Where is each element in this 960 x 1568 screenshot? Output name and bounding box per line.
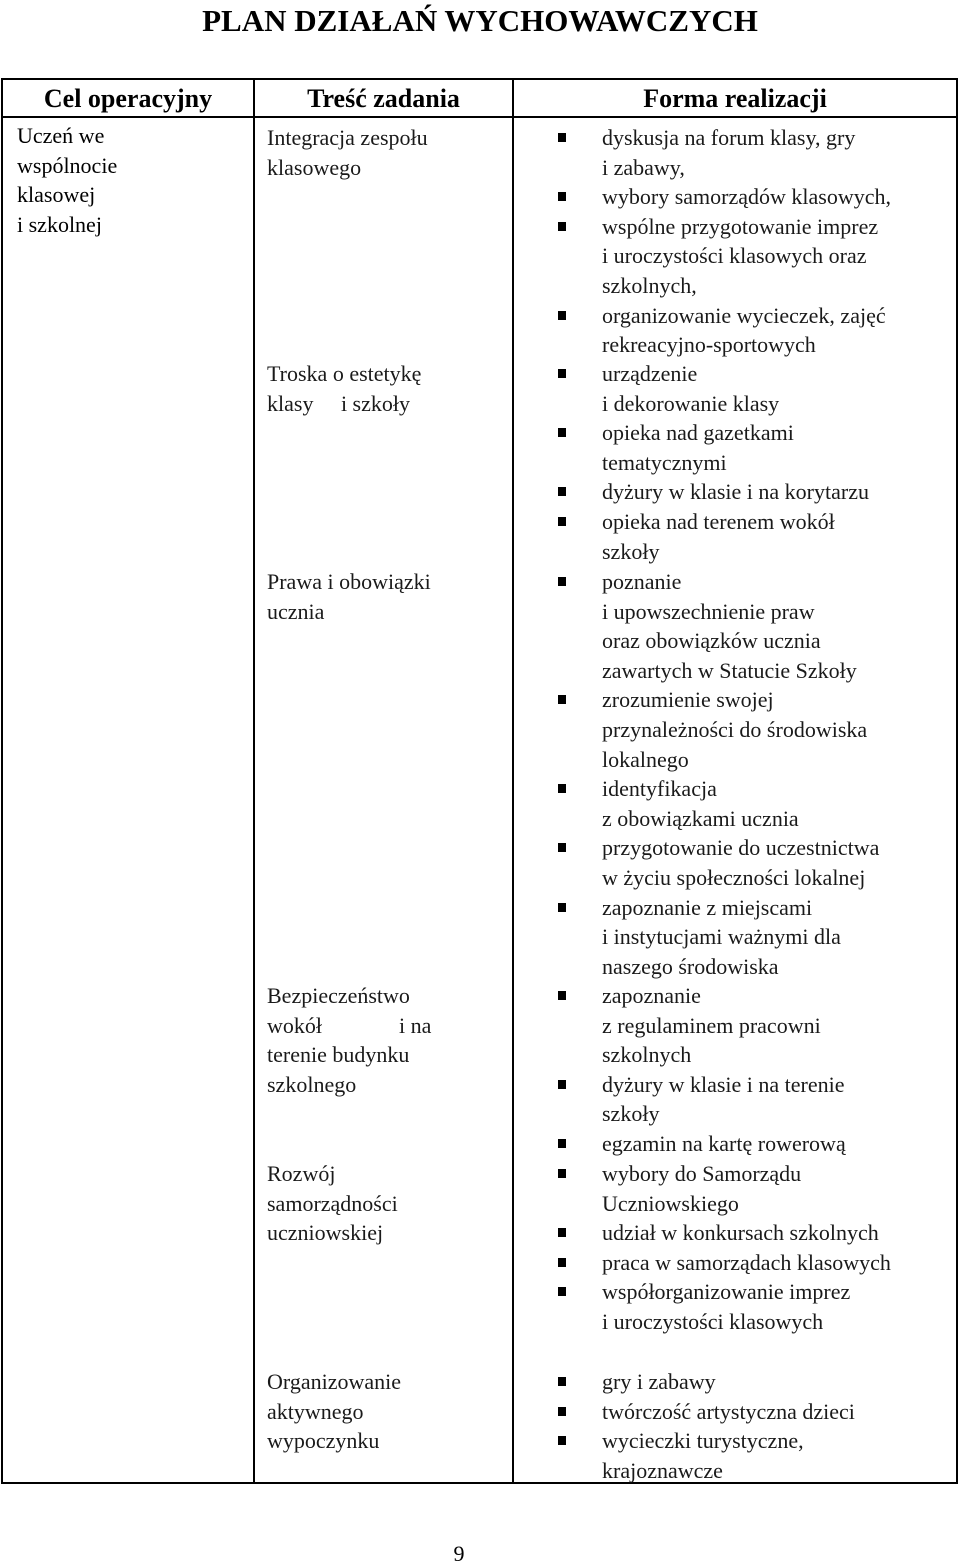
list-item [514,893,956,982]
forma-line: egzamin na kartę rowerową [602,1130,846,1156]
list-item [514,1426,956,1485]
plan-table [1,78,958,1484]
square-bullet-icon [558,517,566,526]
tresc-zadania-item [255,981,431,1099]
list-item [514,418,956,477]
forma-line: i uroczystości klasowych [602,1308,824,1334]
forma-line: opieka nad terenem wokół [602,508,835,534]
square-bullet-icon [558,577,566,586]
tresc-zadania-item [255,1159,398,1248]
list-item [514,1218,956,1248]
forma-line: szkoły [602,1101,660,1127]
forma-line: udział w konkursach szkolnych [602,1220,879,1246]
forma-line: szkoły [602,538,660,564]
header-cel-operacyjny: Cel operacyjny [2,79,254,117]
tresc-zadania-item [255,567,431,626]
forma-line: i upowszechnienie praw [602,598,815,624]
forma-line: wspólne przygotowanie imprez [602,213,879,239]
square-bullet-icon [558,903,566,912]
forma-line: organizowanie wycieczek, zajęć [602,302,886,328]
cel-line: klasowej [17,182,96,208]
tresc-line: aktywnego [267,1398,364,1424]
header-row [2,79,957,117]
forma-line: oraz obowiązków ucznia [602,628,821,654]
forma-line: i uroczystości klasowych oraz [602,243,867,269]
forma-line: przynależności do środowiska [602,716,868,742]
square-bullet-icon [558,133,566,142]
square-bullet-icon [558,784,566,793]
tresc-line: wokół i na [267,1012,432,1038]
list-item [514,212,956,301]
list-item [514,359,956,418]
list-item [514,1277,956,1336]
forma-line: zawartych w Statucie Szkoły [602,657,857,683]
list-item [514,123,956,182]
tresc-line: ucznia [267,598,325,624]
forma-line: zrozumienie swojej [602,687,774,713]
forma-line: i zabawy, [602,154,685,180]
forma-line: naszego środowiska [602,953,779,979]
forma-line: zapoznanie z miejscami [602,894,813,920]
list-item [514,1159,956,1218]
list-item [514,774,956,833]
page-title: PLAN DZIAŁAŃ WYCHOWAWCZYCH [202,3,758,38]
square-bullet-icon [558,1080,566,1089]
forma-line: dyskusja na forum klasy, gry [602,125,856,150]
square-bullet-icon [558,1377,566,1386]
square-bullet-icon [558,1436,566,1445]
forma-line: z regulaminem pracowni [602,1012,821,1038]
page-number: 9 [453,1541,465,1566]
square-bullet-icon [558,1258,566,1267]
list-item [514,567,956,685]
square-bullet-icon [558,1228,566,1237]
tresc-zadania-item [255,1367,401,1456]
forma-line: z obowiązkami ucznia [602,805,799,831]
forma-line: twórczość artystyczna dzieci [602,1398,855,1424]
forma-line: zapoznanie [602,983,701,1008]
header-forma-realizacji: Forma realizacji [513,79,957,117]
forma-realizacji-column [514,118,956,1482]
tresc-zadania-item [255,359,421,418]
square-bullet-icon [558,1287,566,1296]
forma-line: poznanie [602,569,682,594]
tresc-line: terenie budynku [267,1042,410,1068]
list-item [514,301,956,360]
list-item [514,1248,956,1278]
forma-line: urządzenie [602,361,698,386]
cel-line: Uczeń we [17,123,105,148]
forma-line: opieka nad gazetkami [602,420,794,446]
forma-line: szkolnych, [602,272,697,298]
list-item [514,507,956,566]
forma-line: dyżury w klasie i na terenie [602,1071,845,1097]
square-bullet-icon [558,428,566,437]
square-bullet-icon [558,843,566,852]
list-item [514,833,956,892]
forma-line: identyfikacja [602,776,717,802]
list-item [514,477,956,507]
forma-realizacji-list [514,567,956,981]
tresc-line: Organizowanie [267,1369,401,1394]
tresc-line: wypoczynku [267,1428,380,1454]
square-bullet-icon [558,1139,566,1148]
forma-realizacji-list [514,1159,956,1337]
tresc-zadania-column [255,118,512,1482]
forma-realizacji-list [514,359,956,566]
forma-line: przygotowanie do uczestnictwa [602,835,880,861]
header-tresc-zadania: Treść zadania [254,79,513,117]
square-bullet-icon [558,311,566,320]
square-bullet-icon [558,192,566,201]
forma-realizacji-list [514,123,956,360]
list-item [514,1397,956,1427]
forma-line: krajoznawcze [602,1457,723,1483]
list-item [514,685,956,774]
cel-line: wspólnocie [17,152,118,178]
tresc-line: Bezpieczeństwo [267,983,410,1008]
forma-realizacji-list [514,1367,956,1485]
tresc-zadania-item [255,123,428,182]
forma-line: tematycznymi [602,449,727,475]
list-item [514,981,956,1070]
forma-line: współorganizowanie imprez [602,1279,851,1305]
square-bullet-icon [558,991,566,1000]
square-bullet-icon [558,369,566,378]
tresc-line: klasowego [267,154,362,180]
forma-line: gry i zabawy [602,1369,716,1394]
tresc-line: Rozwój [267,1161,336,1186]
forma-line: wybory do Samorządu [602,1161,802,1186]
tresc-line: szkolnego [267,1071,357,1097]
cel-line: i szkolnej [17,211,102,237]
forma-line: Uczniowskiego [602,1190,739,1216]
list-item [514,182,956,212]
square-bullet-icon [558,487,566,496]
tresc-line: uczniowskiej [267,1220,384,1246]
list-item [514,1129,956,1159]
cel-operacyjny-cell [2,117,254,1483]
square-bullet-icon [558,695,566,704]
forma-realizacji-list [514,981,956,1159]
forma-line: lokalnego [602,746,689,772]
square-bullet-icon [558,1407,566,1416]
square-bullet-icon [558,222,566,231]
tresc-line: Prawa i obowiązki [267,569,431,594]
forma-realizacji-cell [513,117,957,1483]
forma-line: wybory samorządów klasowych, [602,184,891,210]
tresc-line: klasy i szkoły [267,390,410,416]
tresc-line: samorządności [267,1190,398,1216]
table-row [2,117,957,1483]
forma-line: w życiu społeczności lokalnej [602,864,866,890]
forma-line: i dekorowanie klasy [602,390,780,416]
forma-line: dyżury w klasie i na korytarzu [602,479,869,505]
list-item [514,1070,956,1129]
forma-line: szkolnych [602,1042,692,1068]
forma-line: wycieczki turystyczne, [602,1428,804,1454]
forma-line: i instytucjami ważnymi dla [602,924,841,950]
square-bullet-icon [558,1169,566,1178]
tresc-line: Troska o estetykę [267,361,422,386]
list-item [514,1367,956,1397]
forma-line: praca w samorządach klasowych [602,1249,891,1275]
forma-line: rekreacyjno-sportowych [602,332,816,358]
tresc-zadania-cell [254,117,513,1483]
tresc-line: Integracja zespołu [267,125,428,150]
